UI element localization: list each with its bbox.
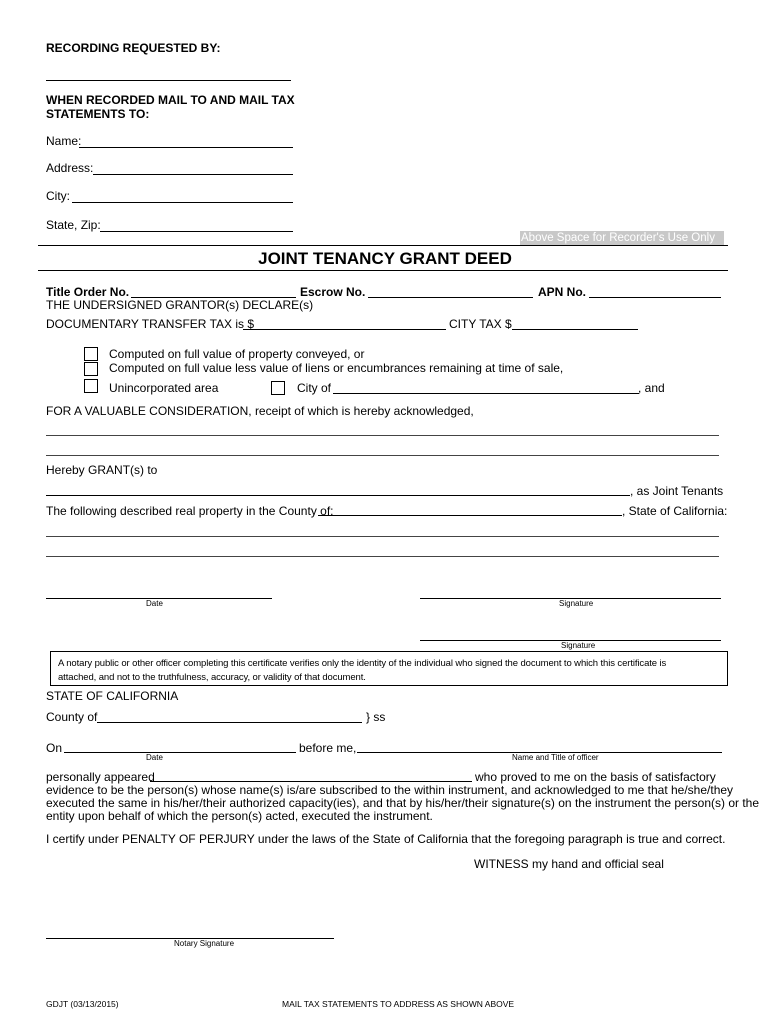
apn-label: APN No.: [538, 285, 586, 299]
deed-title: JOINT TENANCY GRANT DEED: [258, 249, 512, 268]
notary-signature-caption: Notary Signature: [174, 939, 235, 948]
grantors-declare: THE UNDERSIGNED GRANTOR(s) DECLARE(s): [46, 298, 314, 312]
option-less-liens: Computed on full value less value of liens or encumbrances remaining at time of sale,: [109, 361, 564, 375]
ack-county-field[interactable]: [97, 722, 362, 723]
joint-tenants-text: , as Joint Tenants: [630, 484, 724, 498]
notary-disclaimer-box: [50, 651, 728, 686]
recording-requested-label: RECORDING REQUESTED BY:: [46, 41, 221, 55]
property-description-line-2[interactable]: [46, 556, 719, 557]
checkbox-full-value[interactable]: [84, 347, 98, 361]
state-of-california-text: , State of California:: [622, 504, 728, 518]
consideration-text: FOR A VALUABLE CONSIDERATION, receipt of which is hereby acknowledged,: [46, 404, 474, 418]
consideration-line-1[interactable]: [46, 435, 719, 436]
title-bottom-rule: [38, 270, 728, 271]
escrow-label: Escrow No.: [300, 285, 366, 299]
address-label: Address:: [46, 161, 94, 175]
checkbox-less-liens[interactable]: [84, 362, 98, 376]
county-field[interactable]: [318, 515, 622, 516]
state-zip-label: State, Zip:: [46, 218, 101, 232]
ack-date-caption: Date: [146, 753, 163, 762]
evidence-text-1: evidence to be the person(s) whose name(s) is/are subscribed to the within instrument, and acknowledged to me that he/she/they: [46, 783, 734, 797]
city-of-field[interactable]: [333, 393, 639, 394]
personally-appeared-field[interactable]: [150, 781, 472, 782]
witness-text: WITNESS my hand and official seal: [474, 857, 664, 871]
evidence-text-2: executed the same in his/her/their authorized capacity(ies), and that by his/her/their signature(s) on the instrument the person(s) or the: [46, 796, 760, 810]
notary-disclaimer-line-1: A notary public or other officer completing this certificate verifies only the identity of the individual who signed the document to which this certificate is: [58, 658, 667, 669]
option-unincorporated: Unincorporated area: [109, 381, 219, 395]
doc-transfer-tax-field[interactable]: [243, 329, 446, 330]
grantee-field[interactable]: [46, 495, 630, 496]
who-proved-text: who proved to me on the basis of satisfactory: [475, 770, 716, 784]
footer-mail-tax: MAIL TAX STATEMENTS TO ADDRESS AS SHOWN ABOVE: [282, 999, 515, 1009]
ss-text: } ss: [366, 710, 386, 724]
on-label: On: [46, 741, 63, 755]
checkbox-city-of[interactable]: [271, 381, 285, 395]
title-top-rule: [38, 245, 728, 246]
option-full-value: Computed on full value of property conveyed, or: [109, 347, 365, 361]
when-recorded-label-2: STATEMENTS TO:: [46, 107, 150, 121]
consideration-line-2[interactable]: [46, 455, 719, 456]
option-city-of: City of: [297, 381, 332, 395]
city-tax-field[interactable]: [512, 329, 638, 330]
city-label: City:: [46, 189, 70, 203]
doc-transfer-tax-label: DOCUMENTARY TRANSFER TAX is $: [46, 317, 255, 331]
state-zip-field[interactable]: [100, 231, 293, 232]
before-me-text: before me,: [299, 741, 357, 755]
name-field[interactable]: [79, 147, 293, 148]
title-order-label: Title Order No.: [46, 285, 130, 299]
address-field[interactable]: [93, 174, 293, 175]
form-id: GDJT (03/13/2015): [46, 999, 119, 1009]
state-of-california-heading: STATE OF CALIFORNIA: [46, 689, 179, 703]
officer-name-caption: Name and Title of officer: [512, 753, 599, 762]
property-county-label: The following described real property in the County of:: [46, 504, 334, 518]
when-recorded-label-1: WHEN RECORDED MAIL TO AND MAIL TAX: [46, 93, 295, 107]
option-and: , and: [638, 381, 665, 395]
county-of-label: County of: [46, 710, 98, 724]
city-field[interactable]: [72, 202, 293, 203]
ack-date-field[interactable]: [64, 752, 296, 753]
evidence-text-3: entity upon behalf of which the person(s) acted, executed the instrument.: [46, 809, 433, 823]
city-tax-label: CITY TAX $: [449, 317, 512, 331]
date-caption: Date: [146, 599, 163, 608]
notary-disclaimer-line-2: attached, and not to the truthfulness, accuracy, or validity of that document.: [58, 672, 366, 683]
recorder-use-note: Above Space for Recorder's Use Only: [520, 231, 724, 245]
property-description-line-1[interactable]: [46, 536, 719, 537]
hereby-grant-text: Hereby GRANT(s) to: [46, 463, 158, 477]
apn-field[interactable]: [589, 297, 721, 298]
checkbox-unincorporated[interactable]: [84, 379, 98, 393]
certify-text: I certify under PENALTY OF PERJURY under the laws of the State of California that the foregoing paragraph is true and correct.: [46, 832, 726, 846]
signature-caption-2: Signature: [561, 641, 596, 650]
signature-caption-1: Signature: [559, 599, 594, 608]
escrow-field[interactable]: [368, 297, 533, 298]
personally-appeared-label: personally appeared: [46, 770, 155, 784]
name-label: Name:: [46, 134, 82, 148]
recording-requested-line[interactable]: [46, 80, 291, 81]
